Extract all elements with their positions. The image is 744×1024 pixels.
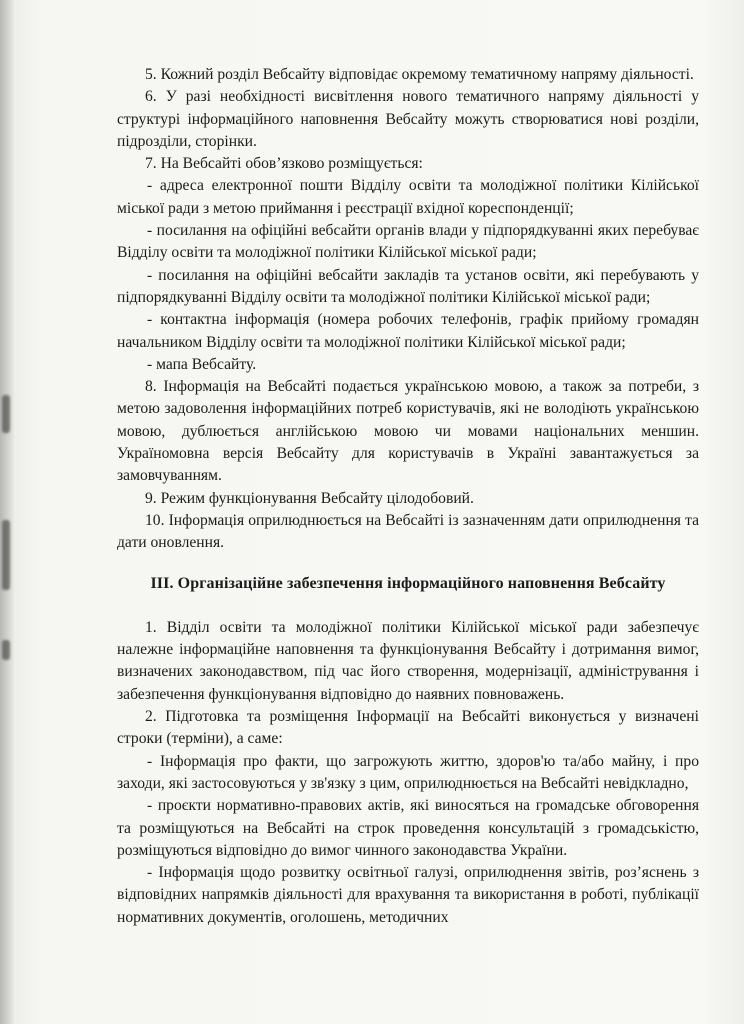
scan-mark-left [2,640,10,660]
paragraph-8: 8. Інформація на Вебсайті подається українською мовою, а також за потреби, з метою задоволення інформаційних потреб користувачів, які не володіють українською мовою, дублюється англійською мовою чи мовами національних меншин. Україномовна версія Вебсайту для користувачів в Україні завантажується за замовчуванням. [117,378,699,485]
paragraph-7: 7. На Вебсайті обов’язково розміщується: [145,155,423,173]
section-paragraph-2: 2. Підготовка та розміщення Інформації на Вебсайті виконується у визначені строки (терміни), а саме: [117,708,699,748]
section-paragraph-1: 1. Відділ освіти та молодіжної політики Кілійської міської ради забезпечує належне інформаційне наповнення та функціонування Вебсайту і дотримання вимог, визначених законодавством, під час його створення, модернізації, адміністрування і забезпечення функціонування відповідно до наявних повноважень. [117,618,699,703]
paragraph-6: 6. У разі необхідності висвітлення нового тематичного напряму діяльності у структурі інформаційного наповнення Вебсайту можуть створюватися нові розділи, підрозділи, сторінки. [117,88,699,150]
paragraph-5: 5. Кожний розділ Вебсайту відповідає окремому тематичному напряму діяльності. [145,66,694,83]
list-item: - адреса електронної пошти Відділу освіти та молодіжної політики Кілійської міської ради з метою приймання і реєстрації вхідної кореспонденції; [117,177,699,217]
list-item: - посилання на офіційні вебсайти закладів та установ освіти, які перебувають у підпорядкуванні Відділу освіти та молодіжної політики Кілійської міської ради; [117,266,699,306]
document-body [117,64,699,929]
scan-shadow-edge [0,0,14,1024]
paragraph-10: 10. Інформація оприлюднюється на Вебсайті із зазначенням дати оприлюднення та дати оновлення. [117,511,699,552]
list-item: - посилання на офіційні вебсайти органів влади у підпорядкуванні яких перебуває Відділу освіти та молодіжної політики Кілійської міської ради; [117,222,699,262]
list-item: - контактна інформація (номера робочих телефонів, графік прийому громадян начальником Відділу освіти та молодіжної політики Кілійської міської ради; [117,311,699,351]
section-heading: ІІІ. Організаційне забезпечення інформаційного наповнення Вебсайту [150,574,666,592]
paragraph-9: 9. Режим функціонування Вебсайту цілодобовий. [145,489,474,507]
list-item: - Інформація про факти, що загрожують життю, здоров'ю та/або майну, і про заходи, які застосовуються у зв'язку з цим, оприлюднюється на Вебсайті невідкладно, [117,752,699,792]
list-item: - Інформація щодо розвитку освітньої галузі, оприлюднення звітів, роз’яснень з відповідних напрямків діяльності для врахування та використання в роботі, публікації нормативних документів, оголошень, методичних [117,864,699,926]
scan-mark-left [2,395,10,433]
list-item: - проєкти нормативно-правових актів, які виносяться на громадське обговорення та розміщуються на Вебсайті на строк проведення консультацій з громадськістю, розміщуються відповідно до вимог чинного законодавства України. [117,797,699,859]
list-item: - мапа Вебсайту. [147,355,257,373]
scan-mark-left [2,520,10,590]
